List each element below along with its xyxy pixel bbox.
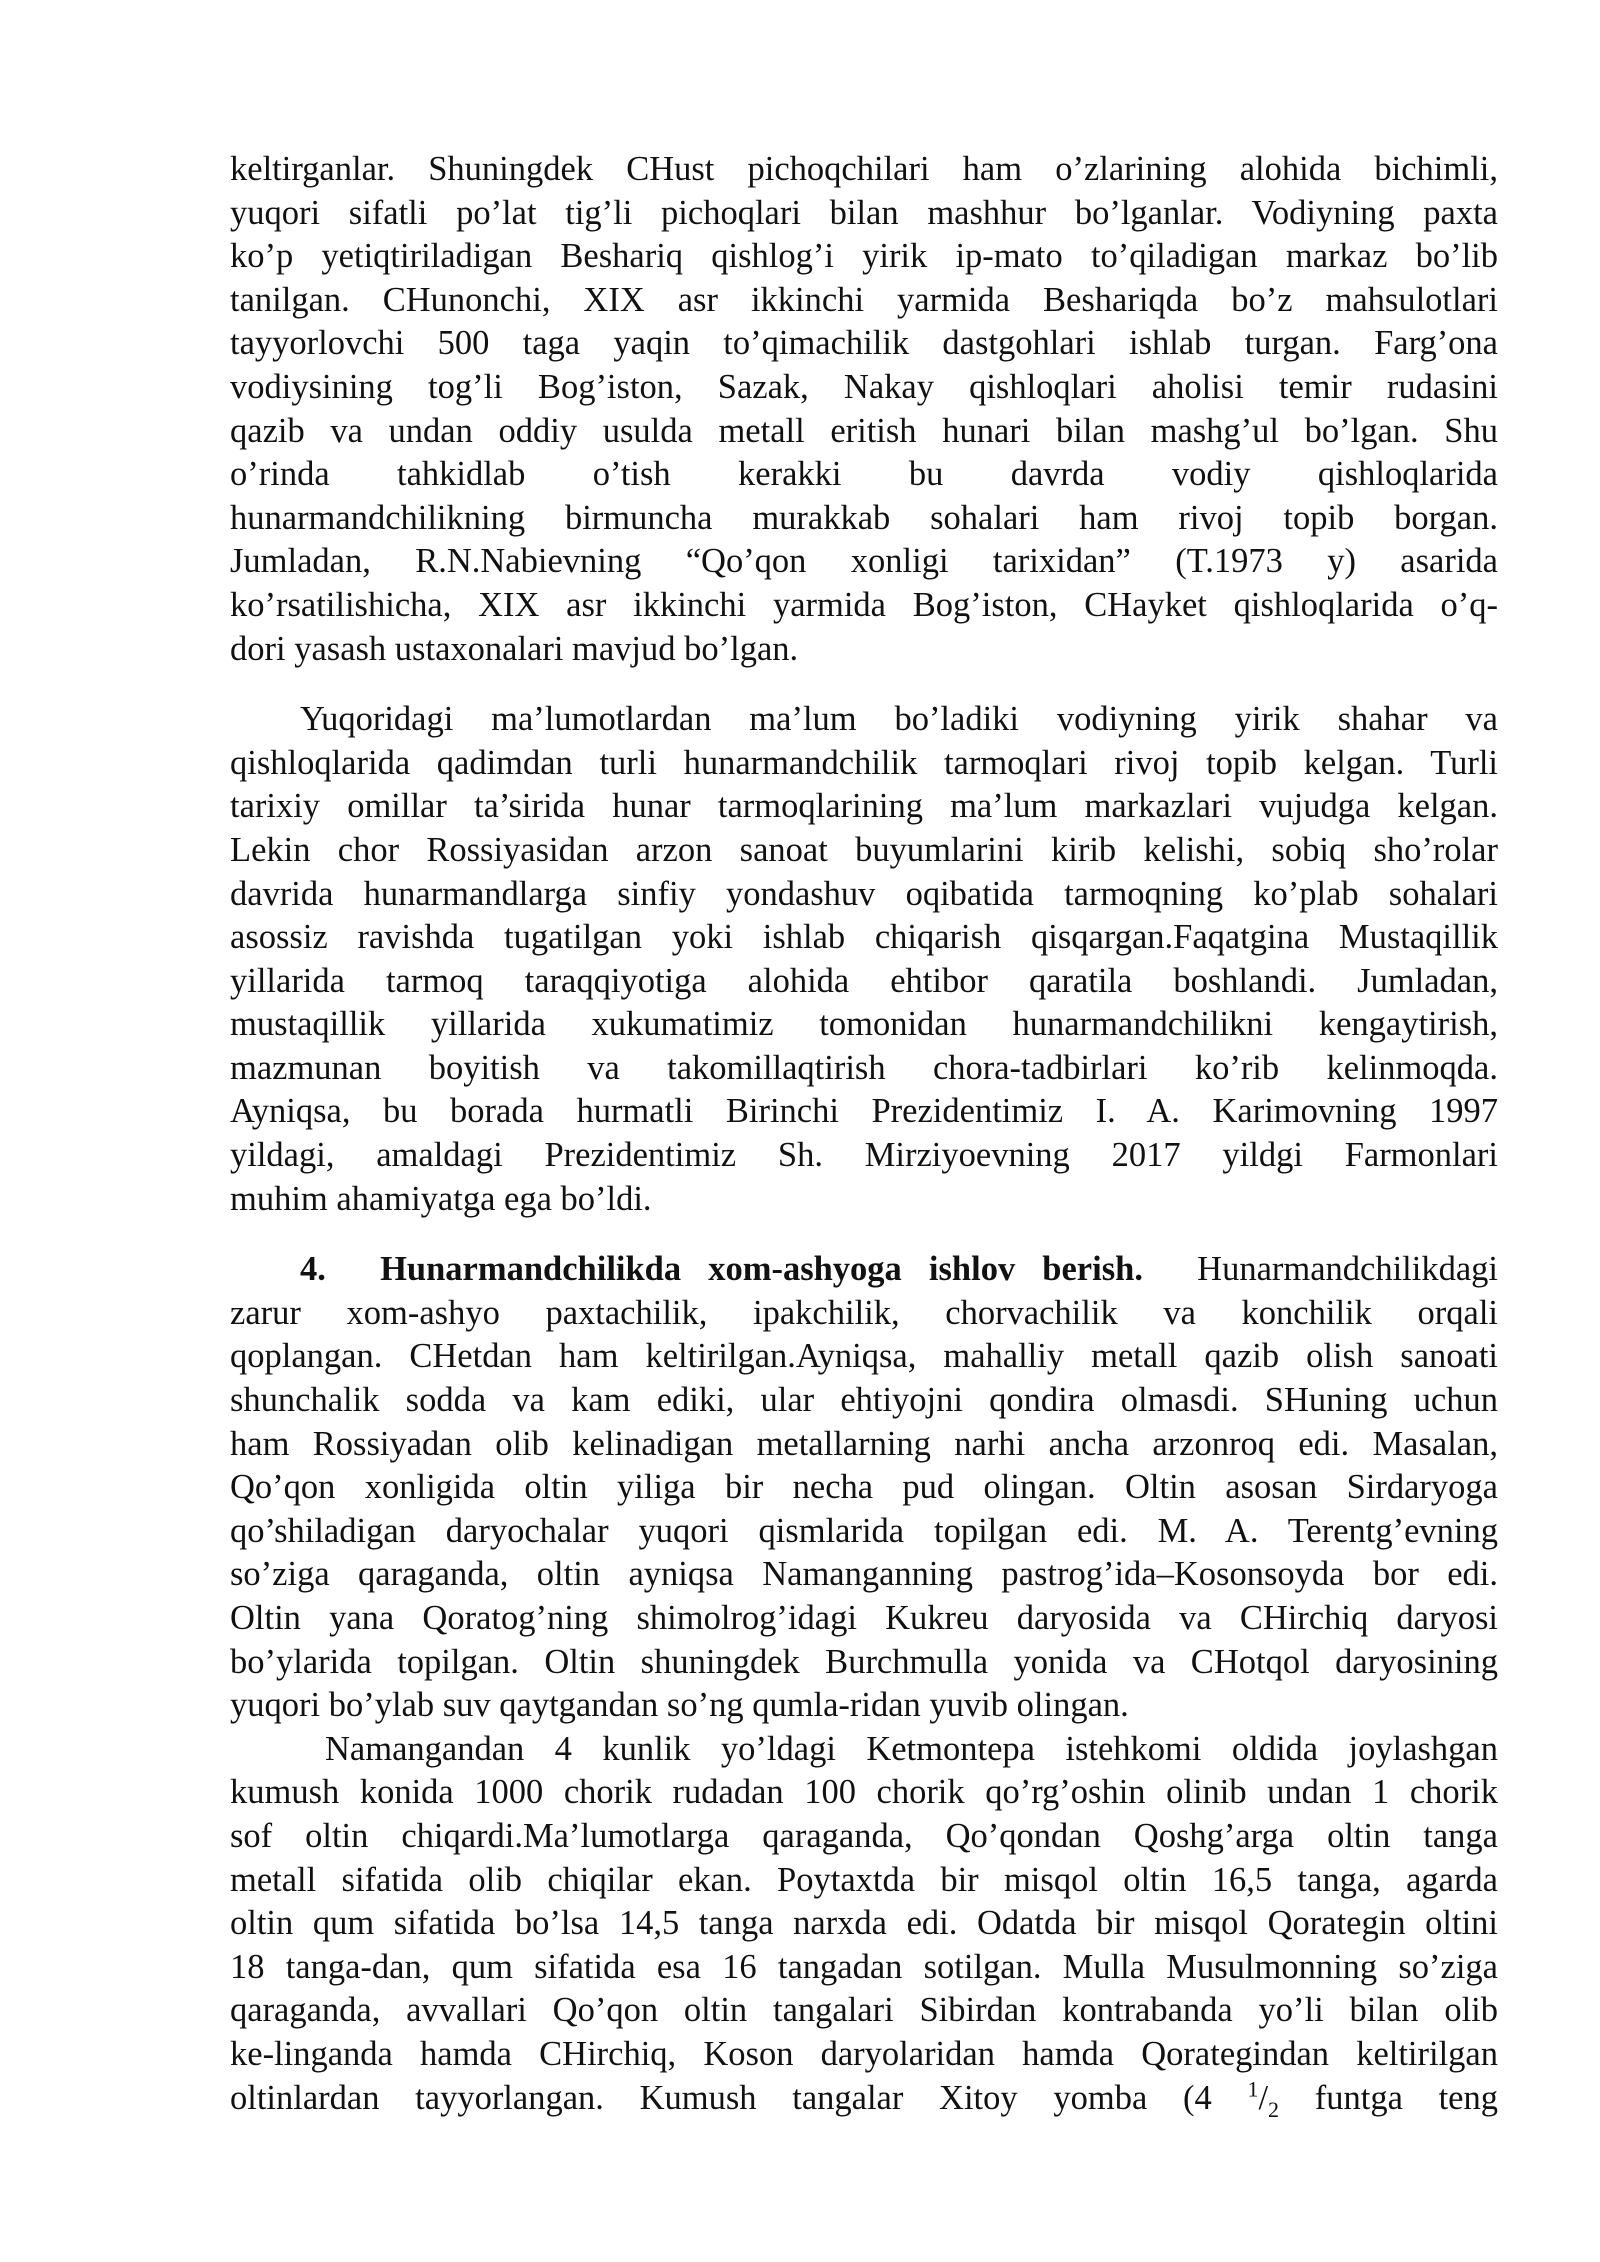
text-line: zarur xom-ashyo paxtachilik, ipakchilik, chorvachilik va konchilik orqali [230, 1293, 1498, 1332]
text-line: yuqori sifatli po’lat tig’li pichoqlari bilan mashhur bo’lganlar. Vodiyning paxta [230, 193, 1498, 232]
paragraph-spacer [230, 1221, 1498, 1248]
text-line: keltirganlar. Shuningdek CHust pichoqchilari ham o’zlarining alohida bichimli, [230, 150, 1498, 188]
text-line: Qo’qon xonligida oltin yiliga bir necha pud olingan. Oltin asosan Sirdaryoga [230, 1468, 1498, 1507]
text-line-with-fraction: oltinlardan tayyorlangan. Kumush tangalar Xitoy yomba (4 $^1/_2$ funtga teng [230, 2076, 1498, 2122]
text-line: sof oltin chiqardi.Ma’lumotlarga qaraganda, Qo’qondan Qoshg’arga oltin tanga [230, 1816, 1498, 1855]
text-line: muhim ahamiyatga ega bo’ldi. [230, 1179, 652, 1218]
text-fragment: Hunarmandchilikdagi [1197, 1250, 1499, 1289]
text-line: Jumladan, R.N.Nabievning “Qo’qon xonligi tarixidan” (T.1973 y) asarida [230, 542, 1498, 581]
text-line: qishloqlarida qadimdan turli hunarmandchilik tarmoqlari rivoj topib kelgan. Turli [230, 743, 1498, 782]
text-fragment: funtga teng [1314, 2078, 1498, 2117]
text-line: oltin qum sifatida bo’lsa 14,5 tanga narxda edi. Odatda bir misqol Qorategin oltini [230, 1904, 1498, 1943]
text-line: Lekin chor Rossiyasidan arzon sanoat buyumlarini kirib kelishi, sobiq sho’rolar [230, 830, 1498, 869]
section-4 [230, 1248, 1498, 1728]
text-line: asossiz ravishda tugatilgan yoki ishlab chiqarish qisqargan.Faqatgina Mustaqillik [230, 918, 1498, 957]
paragraph-2 [230, 698, 1498, 1221]
text-line: shunchalik sodda va kam ediki, ular ehtiyojni qondira olmasdi. SHuning uchun [230, 1381, 1498, 1420]
text-line: ham Rossiyadan olib kelinadigan metallarning narhi ancha arzonroq edi. Masalan, [230, 1424, 1498, 1463]
text-line: qaraganda, avvallari Qo’qon oltin tangalari Sibirdan kontrabanda yo’li bilan olib [230, 1991, 1498, 2030]
text-line: 18 tanga-dan, qum sifatida esa 16 tangadan sotilgan. Mulla Musulmonning so’ziga [230, 1947, 1498, 1986]
text-line: ko’p yetiqtiriladigan Beshariq qishlog’i yirik ip-mato to’qiladigan markaz bo’lib [230, 237, 1498, 276]
text-line: Namangandan 4 kunlik yo’ldagi Ketmontepa istehkomi oldida joylashgan [325, 1729, 1498, 1768]
text-line: Yuqoridagi ma’lumotlardan ma’lum bo’ladiki vodiyning yirik shahar va [300, 700, 1498, 739]
section-number: 4. [300, 1250, 326, 1289]
text-line: qoplangan. CHetdan ham keltirilgan.Ayniqsa, mahalliy metall qazib olish sanoati [230, 1337, 1498, 1376]
paragraph-spacer [230, 671, 1498, 698]
text-line: yildagi, amaldagi Prezidentimiz Sh. Mirziyoevning 2017 yildgi Farmonlari [230, 1136, 1498, 1175]
text-line: kumush konida 1000 chorik rudadan 100 chorik qo’rg’oshin olinib undan 1 chorik [230, 1773, 1498, 1812]
text-line: bo’ylarida topilgan. Oltin shuningdek Burchmulla yonida va CHotqol daryosining [230, 1642, 1498, 1681]
text-line: o’rinda tahkidlab o’tish kerakki bu davrda vodiy qishloqlarida [230, 455, 1498, 494]
text-line: mazmunan boyitish va takomillaqtirish chora-tadbirlari ko’rib kelinmoqda. [230, 1048, 1498, 1087]
text-line: tayyorlovchi 500 taga yaqin to’qimachilik dastgohlari ishlab turgan. Farg’ona [230, 324, 1498, 363]
text-line: qo’shiladigan daryochalar yuqori qismlarida topilgan edi. M. A. Terentg’evning [230, 1511, 1498, 1550]
text-line: hunarmandchilikning birmuncha murakkab sohalari ham rivoj topib borgan. [230, 498, 1498, 537]
text-line: ke-linganda hamda CHirchiq, Koson daryolaridan hamda Qorategindan keltirilgan [230, 2034, 1498, 2073]
section-heading-line [230, 1248, 1498, 1292]
text-line: yuqori bo’ylab suv qaytgandan so’ng qumla-ridan yuvib olingan. [230, 1686, 1129, 1725]
text-line: yillarida tarmoq taraqqiyotiga alohida ehtibor qaratila boshlandi. Jumladan, [230, 961, 1498, 1000]
text-line: so’ziga qaraganda, oltin ayniqsa Namanganning pastrog’ida–Kosonsoyda bor edi. [230, 1555, 1498, 1594]
paragraph-4 [230, 1728, 1498, 2120]
text-line: davrida hunarmandlarga sinfiy yondashuv oqibatida tarmoqning ko’plab sohalari [230, 874, 1498, 913]
text-line: qazib va undan oddiy usulda metall eritish hunari bilan mashg’ul bo’lgan. Shu [230, 411, 1498, 450]
paragraph-1 [230, 148, 1498, 671]
text-line: ko’rsatilishicha, XIX asr ikkinchi yarmida Bog’iston, CHayket qishloqlarida o’q- [230, 585, 1498, 624]
text-line: tarixiy omillar ta’sirida hunar tarmoqlarining ma’lum markazlari vujudga kelgan. [230, 787, 1498, 826]
document-body [230, 148, 1498, 2120]
fraction-denominator: 2 [1268, 2096, 1280, 2122]
section-title: Hunarmandchilikda xom-ashyoga ishlov berish. [380, 1250, 1143, 1289]
text-line: mustaqillik yillarida xukumatimiz tomonidan hunarmandchilikni kengaytirish, [230, 1005, 1498, 1044]
text-line: tanilgan. CHunonchi, XIX asr ikkinchi yarmida Beshariqda bo’z mahsulotlari [230, 280, 1498, 319]
text-line: dori yasash ustaxonalari mavjud bo’lgan. [230, 629, 799, 668]
text-fragment: oltinlardan tayyorlangan. Kumush tangalar Xitoy yomba (4 [230, 2078, 1212, 2117]
fraction-numerator: 1 [1247, 2076, 1259, 2102]
text-line: metall sifatida olib chiqilar ekan. Poytaxtda bir misqol oltin 16,5 tanga, agarda [230, 1860, 1498, 1899]
text-line: vodiysining tog’li Bog’iston, Sazak, Nakay qishloqlari aholisi temir rudasini [230, 367, 1498, 406]
text-line: Ayniqsa, bu borada hurmatli Birinchi Prezidentimiz I. A. Karimovning 1997 [230, 1092, 1498, 1131]
text-line: Oltin yana Qoratog’ning shimolrog’idagi Kukreu daryosida va CHirchiq daryosi [230, 1599, 1498, 1637]
